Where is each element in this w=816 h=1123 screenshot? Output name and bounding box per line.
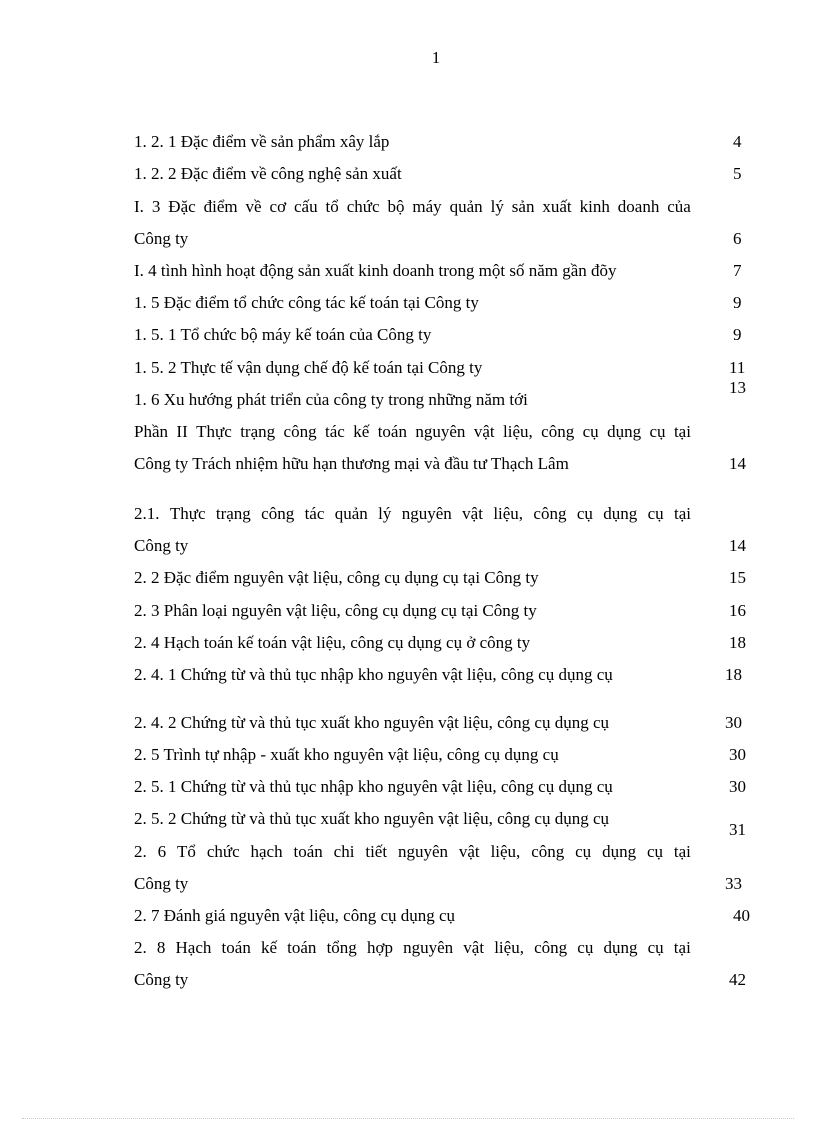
- toc-page-number: 7: [733, 261, 742, 280]
- toc-word: điểm: [203, 197, 238, 216]
- toc-word: cụ: [576, 504, 593, 523]
- toc-page-number: 40: [733, 906, 750, 925]
- toc-word: của: [667, 197, 691, 216]
- toc-entry-title: 2. 7 Đánh giá nguyên vật liệu, công cụ dụng cụ: [134, 906, 456, 925]
- toc-word: dụng: [603, 504, 638, 523]
- toc-entry-title: I. 4 tình hình hoạt động sản xuất kinh doanh trong một số năm gần đõy: [134, 261, 617, 280]
- toc-entry-title: 2. 5. 2 Chứng từ và thủ tục xuất kho nguyên vật liệu, công cụ dụng cụ: [134, 809, 609, 828]
- toc-word: cụ: [577, 938, 594, 957]
- toc-word: cụ: [582, 422, 599, 441]
- toc-word: tác: [325, 422, 345, 441]
- toc-word: chức: [206, 842, 240, 861]
- toc-page-number: 4: [733, 132, 742, 151]
- toc-word: hợp: [366, 938, 393, 957]
- toc-entry-title: 2. 2 Đặc điểm nguyên vật liệu, công cụ dụng cụ tại Công ty: [134, 568, 539, 587]
- toc-word: quản: [449, 197, 483, 216]
- toc-page-number: 5: [733, 164, 742, 183]
- toc-entry-title: 2. 5 Trình tự nhập - xuất kho nguyên vật liệu, công cụ dụng cụ: [134, 745, 559, 764]
- toc-page-number: 18: [725, 665, 742, 684]
- toc-word: dụng: [607, 422, 642, 441]
- toc-entry-title-line1: [134, 938, 691, 958]
- toc-word: máy: [412, 197, 442, 216]
- toc-word: tại: [673, 938, 691, 957]
- toc-word: lý: [490, 197, 504, 216]
- toc-word: 3: [151, 197, 161, 216]
- toc-word: trạng: [240, 422, 276, 441]
- toc-word: lý: [378, 504, 392, 523]
- toc-word: II: [176, 422, 188, 441]
- toc-page-number: 13: [729, 378, 746, 397]
- page-divider: [22, 1118, 794, 1119]
- toc-word: Tổ: [177, 842, 196, 861]
- toc-page-number: 30: [729, 777, 746, 796]
- toc-word: sản: [511, 197, 535, 216]
- toc-entry-title-line2: Công ty: [134, 970, 189, 989]
- toc-entry-title-line1: [134, 842, 691, 862]
- toc-word: quản: [334, 504, 368, 523]
- toc-page-number: 31: [729, 820, 746, 839]
- toc-word: Hạch: [175, 938, 212, 957]
- toc-entry-title-line1: [134, 197, 691, 217]
- toc-word: 8: [156, 938, 166, 957]
- toc-word: tổ: [325, 197, 339, 216]
- toc-page-number: 42: [729, 970, 746, 989]
- toc-word: bộ: [387, 197, 405, 216]
- toc-word: I.: [134, 197, 144, 216]
- toc-entry-title: 2. 5. 1 Chứng từ và thủ tục nhập kho nguyên vật liệu, công cụ dụng cụ: [134, 777, 613, 796]
- toc-word: tại: [673, 842, 691, 861]
- toc-word: kế: [260, 938, 278, 957]
- toc-word: liệu,: [494, 938, 524, 957]
- toc-page-number: 16: [729, 601, 746, 620]
- toc-word: nguyên: [403, 938, 454, 957]
- toc-word: toán: [221, 938, 251, 957]
- toc-word: cơ: [269, 197, 287, 216]
- toc-word: cụ: [646, 842, 664, 861]
- toc-word: tổng: [326, 938, 357, 957]
- page-number: 1: [431, 48, 441, 67]
- toc-word: nguyên: [401, 504, 452, 523]
- toc-word: dụng: [603, 938, 638, 957]
- toc-word: 2.: [134, 842, 147, 861]
- toc-entry-title: 1. 2. 1 Đặc điểm về sản phẩm xây lắp: [134, 132, 390, 151]
- toc-word: cụ: [647, 504, 664, 523]
- toc-word: công: [531, 842, 565, 861]
- toc-word: hạch: [250, 842, 283, 861]
- toc-word: tác: [304, 504, 325, 523]
- toc-page-number: 33: [725, 874, 742, 893]
- toc-entry-title-line1: [134, 504, 691, 524]
- toc-entry-title: 1. 5 Đặc điểm tổ chức công tác kế toán tại Công ty: [134, 293, 479, 312]
- toc-word: nguyên: [415, 422, 466, 441]
- toc-word: 2.1.: [134, 504, 160, 523]
- toc-page-number: 18: [729, 633, 746, 652]
- toc-entry-title-line2: Công ty Trách nhiệm hữu hạn thương mại và đầu tư Thạch Lâm: [134, 454, 569, 473]
- toc-word: cấu: [294, 197, 318, 216]
- toc-entry-title: 1. 5. 1 Tổ chức bộ máy kế toán của Công ty: [134, 325, 432, 344]
- toc-entry-title: 1. 5. 2 Thực tế vận dụng chế độ kế toán tại Công ty: [134, 358, 483, 377]
- toc-word: Đặc: [168, 197, 196, 216]
- toc-word: 2.: [134, 938, 147, 957]
- toc-word: cụ: [575, 842, 592, 861]
- toc-word: toán: [377, 422, 407, 441]
- toc-word: liệu,: [503, 422, 533, 441]
- toc-entry-title-line1: [134, 422, 691, 442]
- toc-word: kế: [353, 422, 370, 441]
- toc-word: doanh: [617, 197, 660, 216]
- toc-entry-title-line2: Công ty: [134, 536, 189, 555]
- toc-page-number: 9: [733, 325, 742, 344]
- toc-word: chức: [346, 197, 380, 216]
- toc-word: tiết: [365, 842, 388, 861]
- toc-word: về: [245, 197, 262, 216]
- toc-word: Phần: [134, 422, 168, 441]
- toc-word: trạng: [215, 504, 251, 523]
- toc-word: công: [533, 504, 567, 523]
- toc-word: toán: [287, 938, 317, 957]
- toc-word: Thực: [169, 504, 206, 523]
- toc-page-number: 30: [729, 745, 746, 764]
- toc-word: tại: [674, 504, 691, 523]
- toc-word: toán: [293, 842, 323, 861]
- toc-word: kinh: [579, 197, 610, 216]
- toc-entry-title-line2: Công ty: [134, 874, 189, 893]
- toc-word: công: [534, 938, 568, 957]
- toc-page-number: 15: [729, 568, 746, 587]
- toc-word: công: [261, 504, 295, 523]
- toc-word: vật: [473, 422, 495, 441]
- toc-word: liệu,: [493, 504, 524, 523]
- toc-word: Thực: [196, 422, 232, 441]
- toc-page-number: 14: [729, 454, 746, 473]
- toc-word: vật: [462, 504, 483, 523]
- toc-word: công: [541, 422, 575, 441]
- toc-word: 6: [157, 842, 167, 861]
- toc-page-number: 11: [729, 358, 746, 377]
- toc-entry-title: 2. 4 Hạch toán kế toán vật liệu, công cụ dụng cụ ở công ty: [134, 633, 531, 652]
- toc-word: dụng: [602, 842, 637, 861]
- toc-word: vật: [458, 842, 480, 861]
- toc-page-number: 6: [733, 229, 742, 248]
- toc-entry-title: 2. 3 Phân loại nguyên vật liệu, công cụ dụng cụ tại Công ty: [134, 601, 537, 620]
- toc-entry-title-line2: Công ty: [134, 229, 189, 248]
- toc-word: công: [283, 422, 317, 441]
- toc-page-number: 9: [733, 293, 742, 312]
- toc-entry-title: 2. 4. 1 Chứng từ và thủ tục nhập kho nguyên vật liệu, công cụ dụng cụ: [134, 665, 613, 684]
- toc-word: chi: [333, 842, 355, 861]
- toc-word: liệu,: [490, 842, 521, 861]
- toc-entry-title: 1. 6 Xu hướng phát triển của công ty trong những năm tới: [134, 390, 528, 409]
- toc-entry-title: 1. 2. 2 Đặc điểm về công nghệ sản xuất: [134, 164, 402, 183]
- toc-word: nguyên: [397, 842, 448, 861]
- toc-word: tại: [673, 422, 691, 441]
- toc-word: cụ: [647, 938, 664, 957]
- toc-page-number: 14: [729, 536, 746, 555]
- toc-entry-title: 2. 4. 2 Chứng từ và thủ tục xuất kho nguyên vật liệu, công cụ dụng cụ: [134, 713, 609, 732]
- toc-word: vật: [463, 938, 485, 957]
- toc-word: xuất: [542, 197, 572, 216]
- toc-word: cụ: [649, 422, 666, 441]
- toc-page-number: 30: [725, 713, 742, 732]
